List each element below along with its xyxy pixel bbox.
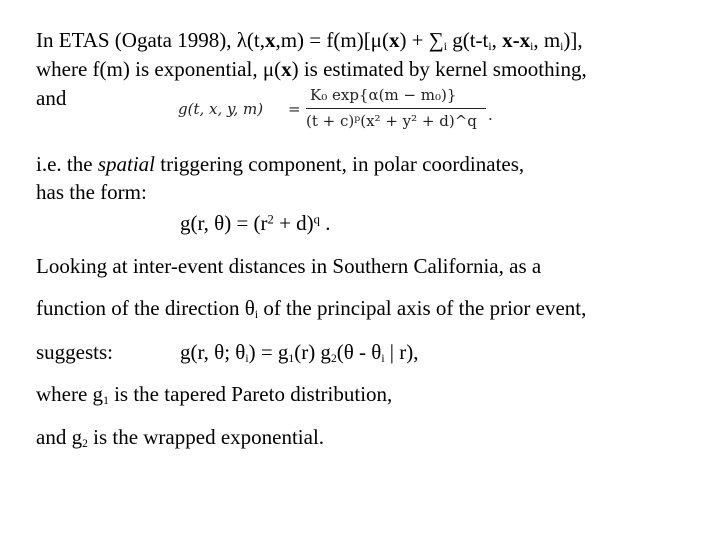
text-fragment: i.e. the xyxy=(36,152,98,176)
text-fragment: g(t-t xyxy=(446,28,489,52)
subscript: 1 xyxy=(288,352,295,365)
text-fragment: Looking at inter-event distances in Southern California, as a xyxy=(36,254,542,278)
text-fragment: where f(m) is exponential, μ( xyxy=(36,57,282,81)
superscript: 2 xyxy=(267,212,274,227)
subscript: i xyxy=(381,352,385,365)
text-fragment: suggests: xyxy=(36,340,114,364)
text-fragment: and xyxy=(36,86,67,110)
text-fragment: and g xyxy=(36,425,83,449)
subscript: 2 xyxy=(330,352,337,365)
text-fragment: In ETAS (Ogata 1998), λ(t, xyxy=(36,28,265,52)
vector-x: x xyxy=(281,57,292,81)
formula-period: . xyxy=(488,106,493,124)
spatial-component-line-1 xyxy=(36,154,524,175)
subscript: i xyxy=(245,352,249,365)
etas-definition-line-2 xyxy=(36,59,587,80)
g1-description xyxy=(36,384,392,407)
superscript: q xyxy=(313,212,320,227)
suggests-label xyxy=(36,342,113,363)
formula-denominator: (t + c)ᵖ(x² + y² + d)^q xyxy=(306,112,477,130)
text-fragment: ) = g xyxy=(248,340,289,364)
text-fragment: g(r, θ) = (r xyxy=(180,211,268,235)
suggested-equation xyxy=(180,342,419,365)
subscript: i xyxy=(254,308,259,321)
vector-x-minus-xi: x-x xyxy=(502,28,531,52)
text-fragment: of the principal axis of the prior event, xyxy=(258,296,587,320)
triggering-function-formula xyxy=(178,86,498,132)
text-fragment: triggering component, in polar coordinates, xyxy=(155,152,525,176)
vector-x: x xyxy=(388,28,400,52)
etas-definition-line-3 xyxy=(36,88,66,109)
subscript: i xyxy=(530,40,534,53)
vector-x: x xyxy=(264,28,276,52)
text-fragment: where g xyxy=(36,382,104,406)
spatial-form-equation xyxy=(180,213,330,234)
spatial-component-line-2 xyxy=(36,182,147,203)
text-fragment: ) + ∑ xyxy=(399,28,444,52)
text-fragment: is the wrapped exponential. xyxy=(87,425,325,449)
emphasis-spatial: spatial xyxy=(97,152,155,176)
subscript: 1 xyxy=(103,394,109,407)
text-fragment: is the tapered Pareto distribution, xyxy=(108,382,393,406)
text-fragment: | r), xyxy=(384,340,419,364)
subscript: 2 xyxy=(82,437,88,450)
text-fragment: has the form: xyxy=(36,180,147,204)
inter-event-line-1 xyxy=(36,256,541,277)
text-fragment: ) is estimated by kernel smoothing, xyxy=(291,57,587,81)
inter-event-line-2 xyxy=(36,298,586,321)
etas-definition-line-1 xyxy=(36,30,583,53)
text-fragment: ,m) = f(m)[μ( xyxy=(275,28,389,52)
formula-equals: = xyxy=(288,100,301,118)
formula-numerator: K₀ exp{α(m − m₀)} xyxy=(310,86,457,104)
subscript: i xyxy=(560,40,564,53)
text-fragment: (θ - θ xyxy=(336,340,382,364)
text-fragment: function of the direction θ xyxy=(36,296,255,320)
text-fragment: (r) g xyxy=(294,340,331,364)
text-fragment: . xyxy=(319,211,331,235)
subscript: i xyxy=(443,40,447,53)
text-fragment: , xyxy=(491,28,503,52)
subscript: i xyxy=(488,40,492,53)
g2-description xyxy=(36,427,324,450)
text-fragment: )], xyxy=(563,28,583,52)
text-fragment: g(r, θ; θ xyxy=(180,340,246,364)
text-fragment: , m xyxy=(533,28,561,52)
text-fragment: + d) xyxy=(273,211,314,235)
formula-lhs: g(t, x, y, m) xyxy=(178,100,264,118)
fraction-bar xyxy=(306,108,486,109)
